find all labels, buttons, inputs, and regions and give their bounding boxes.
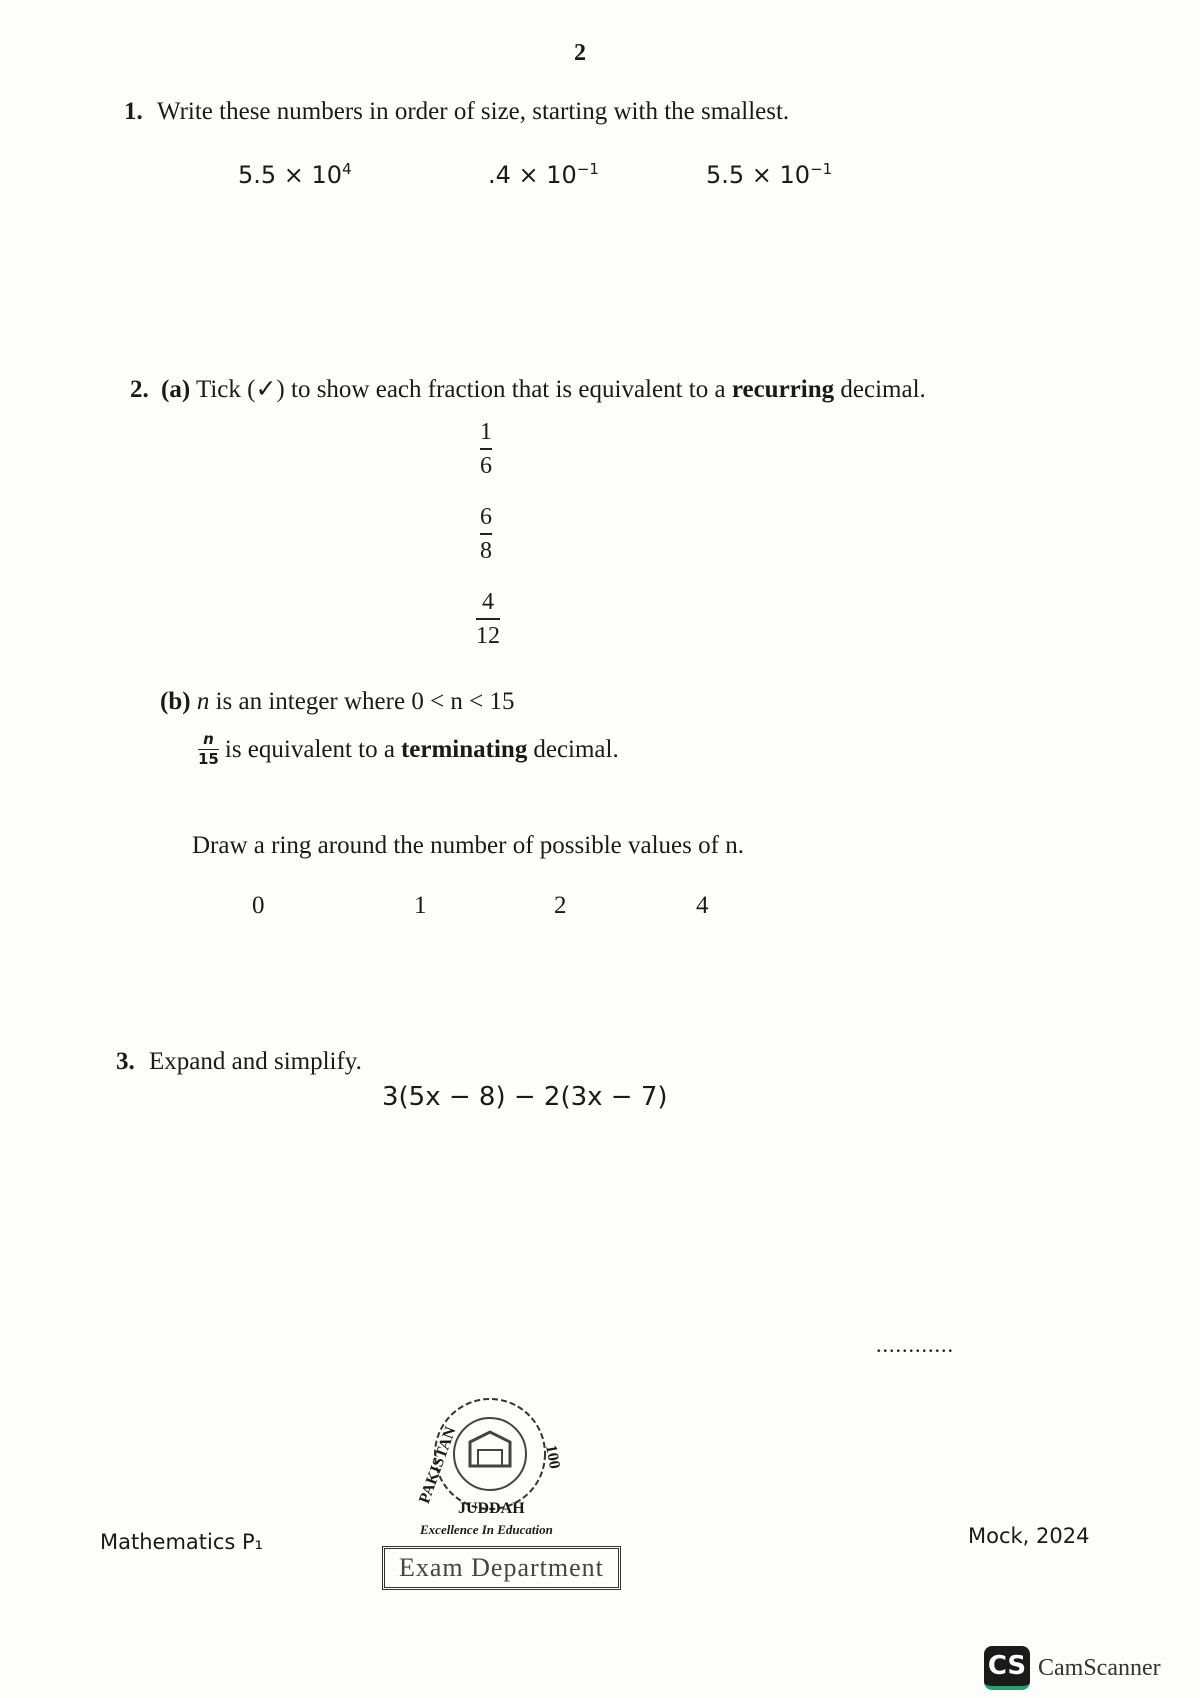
question-3 — [116, 1048, 362, 1076]
question-1-text: Write these numbers in order of size, starting with the smallest. — [157, 98, 790, 125]
exam-department-stamp: Exam Department — [382, 1546, 621, 1590]
part-a-bold-word: recurring — [731, 376, 835, 403]
part-b-line-2: $\frac{n}{15}$ is equivalent to a terminating decimal. — [198, 730, 619, 768]
seal-name: JUDDAH — [458, 1500, 525, 1517]
variable-n: n — [196, 688, 210, 715]
option-4[interactable]: 4 — [696, 892, 709, 919]
camscanner-logo-icon: CS — [984, 1646, 1030, 1690]
question-3-number: 3. — [116, 1048, 135, 1075]
terminating-word: terminating — [400, 735, 528, 763]
question-2a — [130, 374, 926, 404]
seal-motto: Excellence In Education — [420, 1522, 553, 1537]
camscanner-name: CamScanner — [1038, 1654, 1161, 1681]
question-1-number: 1. — [124, 98, 143, 125]
question-2b — [160, 688, 515, 716]
q1-number-1: $5.5 \times 10^4$ — [238, 160, 352, 189]
question-2-number: 2. — [130, 376, 149, 403]
option-1[interactable]: 1 — [414, 892, 427, 919]
option-2[interactable]: 2 — [554, 892, 567, 919]
seal-text-top: PAKISTAN — [416, 1424, 460, 1506]
part-b-text: is an integer where 0 < n < 15 — [215, 688, 515, 715]
q1-number-3: $5.5 \times 10^{-1}$ — [706, 160, 833, 189]
page-number: 2 — [574, 40, 586, 66]
fraction-6-8: 6 8 — [480, 504, 492, 564]
part-a-text-end: decimal. — [840, 376, 926, 403]
question-1 — [124, 98, 789, 126]
option-0[interactable]: 0 — [252, 892, 265, 919]
fraction-n-15: $\frac{n}{15}$ — [198, 730, 219, 768]
fraction-4-12: 4 12 — [476, 589, 500, 649]
part-a-text: Tick (✓) to show each fraction that is equivalent to a — [195, 376, 726, 403]
expression: 3(5x − 8) − 2(3x − 7) — [382, 1082, 668, 1112]
question-3-text: Expand and simplify. — [149, 1048, 362, 1075]
part-b-label: (b) — [160, 688, 191, 715]
camscanner-watermark — [984, 1646, 1161, 1690]
seal-text-right: 100 — [542, 1443, 563, 1471]
footer-session: Mock, 2024 — [968, 1524, 1090, 1548]
answer-line[interactable]: ............ — [876, 1332, 954, 1357]
part-a-label: (a) — [161, 376, 191, 403]
q1-number-2: $.4 \times 10^{-1}$ — [488, 160, 599, 189]
ring-instruction: Draw a ring around the number of possible values of n. — [192, 832, 744, 859]
fraction-1-6: 1 6 — [480, 419, 492, 479]
footer-subject: Mathematics P₁ — [100, 1530, 264, 1554]
